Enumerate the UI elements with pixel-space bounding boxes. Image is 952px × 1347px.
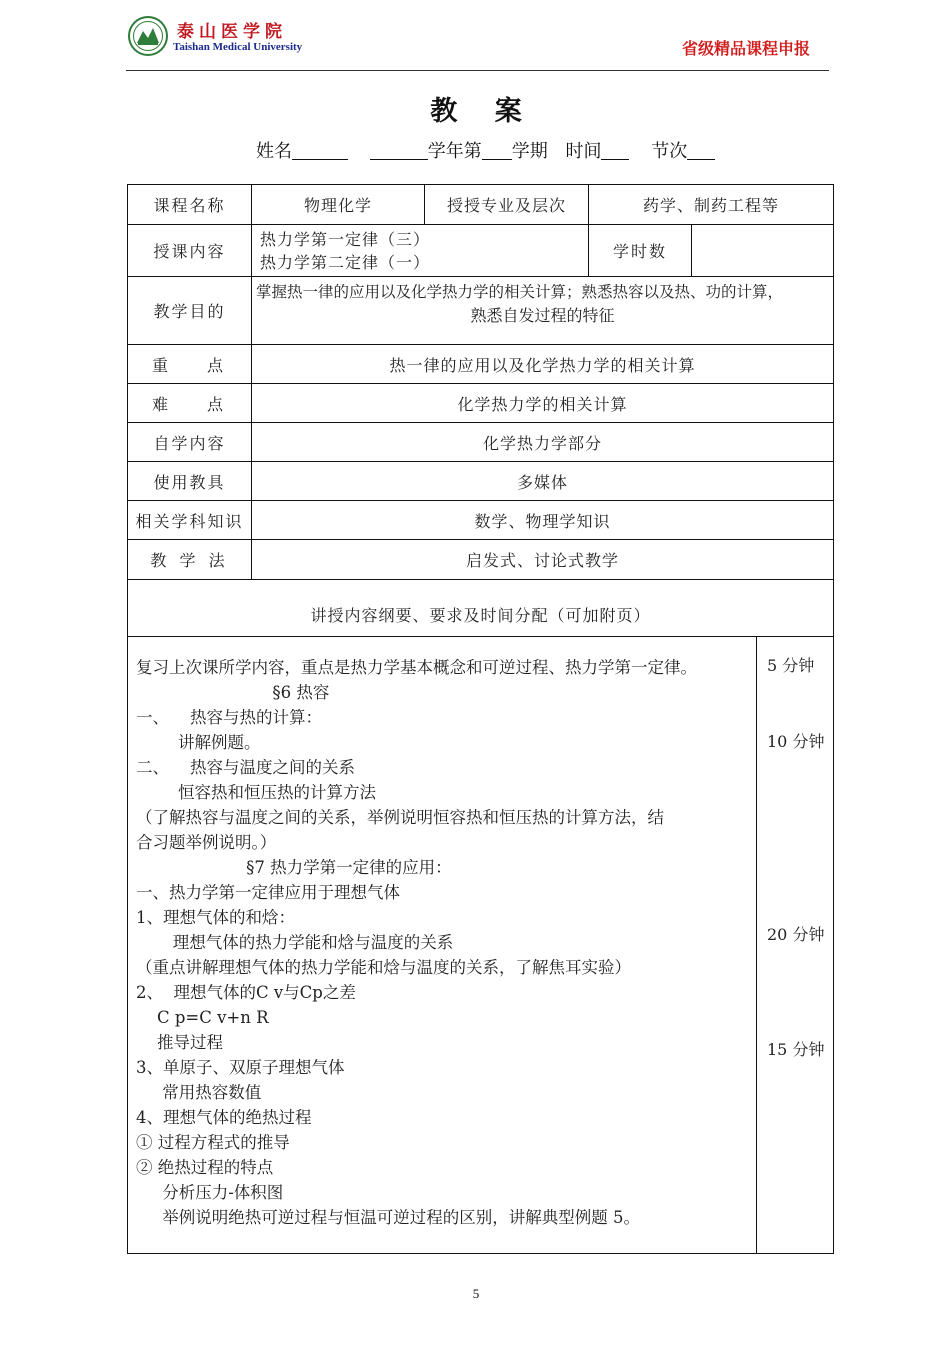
- outline-header: 讲授内容纲要、要求及时间分配（可加附页）: [128, 580, 834, 637]
- difficulty-label: [128, 384, 252, 423]
- row-difficulty: [128, 384, 834, 423]
- course-name: 物理化学: [252, 185, 425, 225]
- page-header: [126, 12, 832, 70]
- key-value: 热一律的应用以及化学热力学的相关计算: [252, 345, 834, 384]
- content-line: 分析压力-体积图: [136, 1183, 284, 1202]
- method-value: 启发式、讨论式教学: [252, 540, 834, 580]
- content-topic-2: 热力学第二定律（一）: [260, 252, 431, 272]
- content-line: C p=C v+n R: [136, 1008, 269, 1027]
- content-line: §7 热力学第一定律的应用：: [136, 858, 452, 877]
- self-study-label: 自学内容: [128, 423, 252, 462]
- row-key: [128, 345, 834, 384]
- content-line: 2、 理想气体的C v与Cp之差: [136, 983, 356, 1002]
- row-related: [128, 501, 834, 540]
- difficulty-label-b: 点: [206, 394, 223, 414]
- key-label: [128, 345, 252, 384]
- self-study-value: 化学热力学部分: [252, 423, 834, 462]
- content-line: 合习题举例说明。）: [136, 833, 277, 852]
- difficulty-value: 化学热力学的相关计算: [252, 384, 834, 423]
- related-label: 相关学科知识: [128, 501, 252, 540]
- tools-value: 多媒体: [252, 462, 834, 501]
- tools-label: 使用教具: [128, 462, 252, 501]
- content-line: 1、理想气体的和焓：: [136, 908, 295, 927]
- content-line: ② 绝热过程的特点: [136, 1158, 274, 1177]
- goal-line-1: 掌握热一律的应用以及化学热力学的相关计算；熟悉热容以及热、功的计算，: [256, 283, 784, 301]
- university-logo-icon: [128, 16, 168, 56]
- time-3: 20 分钟: [767, 925, 825, 944]
- content-line: 常用热容数值: [136, 1083, 262, 1102]
- year-label: 学年第: [427, 141, 482, 162]
- info-line: [256, 137, 715, 163]
- key-label-b: 点: [206, 355, 223, 375]
- content-line: §6 热容: [136, 683, 330, 702]
- row-outline-header: [128, 580, 834, 637]
- content-line: 3、单原子、双原子理想气体: [136, 1058, 345, 1077]
- time-allocation: [757, 637, 834, 1254]
- hours-value: [692, 225, 834, 277]
- major-label: 授授专业及层次: [425, 185, 589, 225]
- row-course: [128, 185, 834, 225]
- session-blank: [687, 141, 715, 160]
- method-label: 教 学 法: [128, 540, 252, 580]
- hours-label: 学时数: [589, 225, 692, 277]
- content-line: 举例说明绝热可逆过程与恒温可逆过程的区别，讲解典型例题 5。: [136, 1208, 640, 1227]
- content-line: 二、 热容与温度之间的关系: [136, 758, 355, 777]
- lecture-content: [128, 637, 757, 1254]
- content-line: 一、热力学第一定律应用于理想气体: [136, 883, 400, 902]
- header-divider: [126, 70, 829, 71]
- goal-value: [252, 277, 834, 345]
- content-line: （了解热容与温度之间的关系，举例说明恒容热和恒压热的计算方法，结: [136, 808, 664, 827]
- time-blank: [601, 141, 629, 160]
- time-2: 10 分钟: [767, 732, 825, 751]
- content-line: ① 过程方程式的推导: [136, 1133, 290, 1152]
- content-line: 4、理想气体的绝热过程: [136, 1108, 312, 1127]
- difficulty-label-a: 难: [152, 394, 169, 414]
- name-label: 姓名: [256, 141, 292, 162]
- course-name-label: 课程名称: [128, 185, 252, 225]
- session-label: 节次: [651, 141, 688, 162]
- content-topics: [252, 225, 589, 277]
- goal-line-2: 熟悉自发过程的特征: [470, 306, 615, 325]
- page-number: 5: [472, 1286, 480, 1301]
- row-goal: [128, 277, 834, 345]
- goal-label: 教学目的: [128, 277, 252, 345]
- row-outline-body: [128, 637, 834, 1254]
- major-value: 药学、制药工程等: [589, 185, 834, 225]
- content-line: （重点讲解理想气体的热力学能和焓与温度的关系，了解焦耳实验）: [136, 958, 631, 977]
- report-label: 省级精品课程申报: [681, 39, 810, 58]
- content-topic-1: 热力学第一定律（三）: [260, 229, 431, 249]
- lecture-lines: [136, 655, 748, 1230]
- content-line: 讲解例题。: [136, 733, 261, 752]
- content-line: 恒容热和恒压热的计算方法: [136, 783, 376, 802]
- content-label: 授课内容: [128, 225, 252, 277]
- time-4: 15 分钟: [767, 1040, 825, 1059]
- term-label: 学期: [511, 141, 548, 162]
- content-line: 理想气体的热力学能和焓与温度的关系: [136, 933, 454, 952]
- year-blank: [370, 141, 428, 160]
- row-self-study: [128, 423, 834, 462]
- lesson-plan-table: [127, 184, 834, 1254]
- name-blank: [292, 141, 348, 160]
- related-value: 数学、物理学知识: [252, 501, 834, 540]
- key-label-a: 重: [152, 355, 169, 375]
- content-line: 一、 热容与热的计算：: [136, 708, 322, 727]
- row-method: [128, 540, 834, 580]
- row-tools: [128, 462, 834, 501]
- time-label: 时间: [565, 141, 602, 162]
- time-1: 5 分钟: [767, 656, 815, 675]
- school-name-en: Taishan Medical University: [173, 41, 303, 53]
- term-blank: [482, 141, 512, 160]
- row-content: [128, 225, 834, 277]
- content-line: 推导过程: [136, 1033, 223, 1052]
- page-title: 教 案: [430, 96, 522, 127]
- content-line: 复习上次课所学内容，重点是热力学基本概念和可逆过程、热力学第一定律。: [136, 658, 697, 677]
- school-name-cn: 泰山医学院: [177, 22, 287, 42]
